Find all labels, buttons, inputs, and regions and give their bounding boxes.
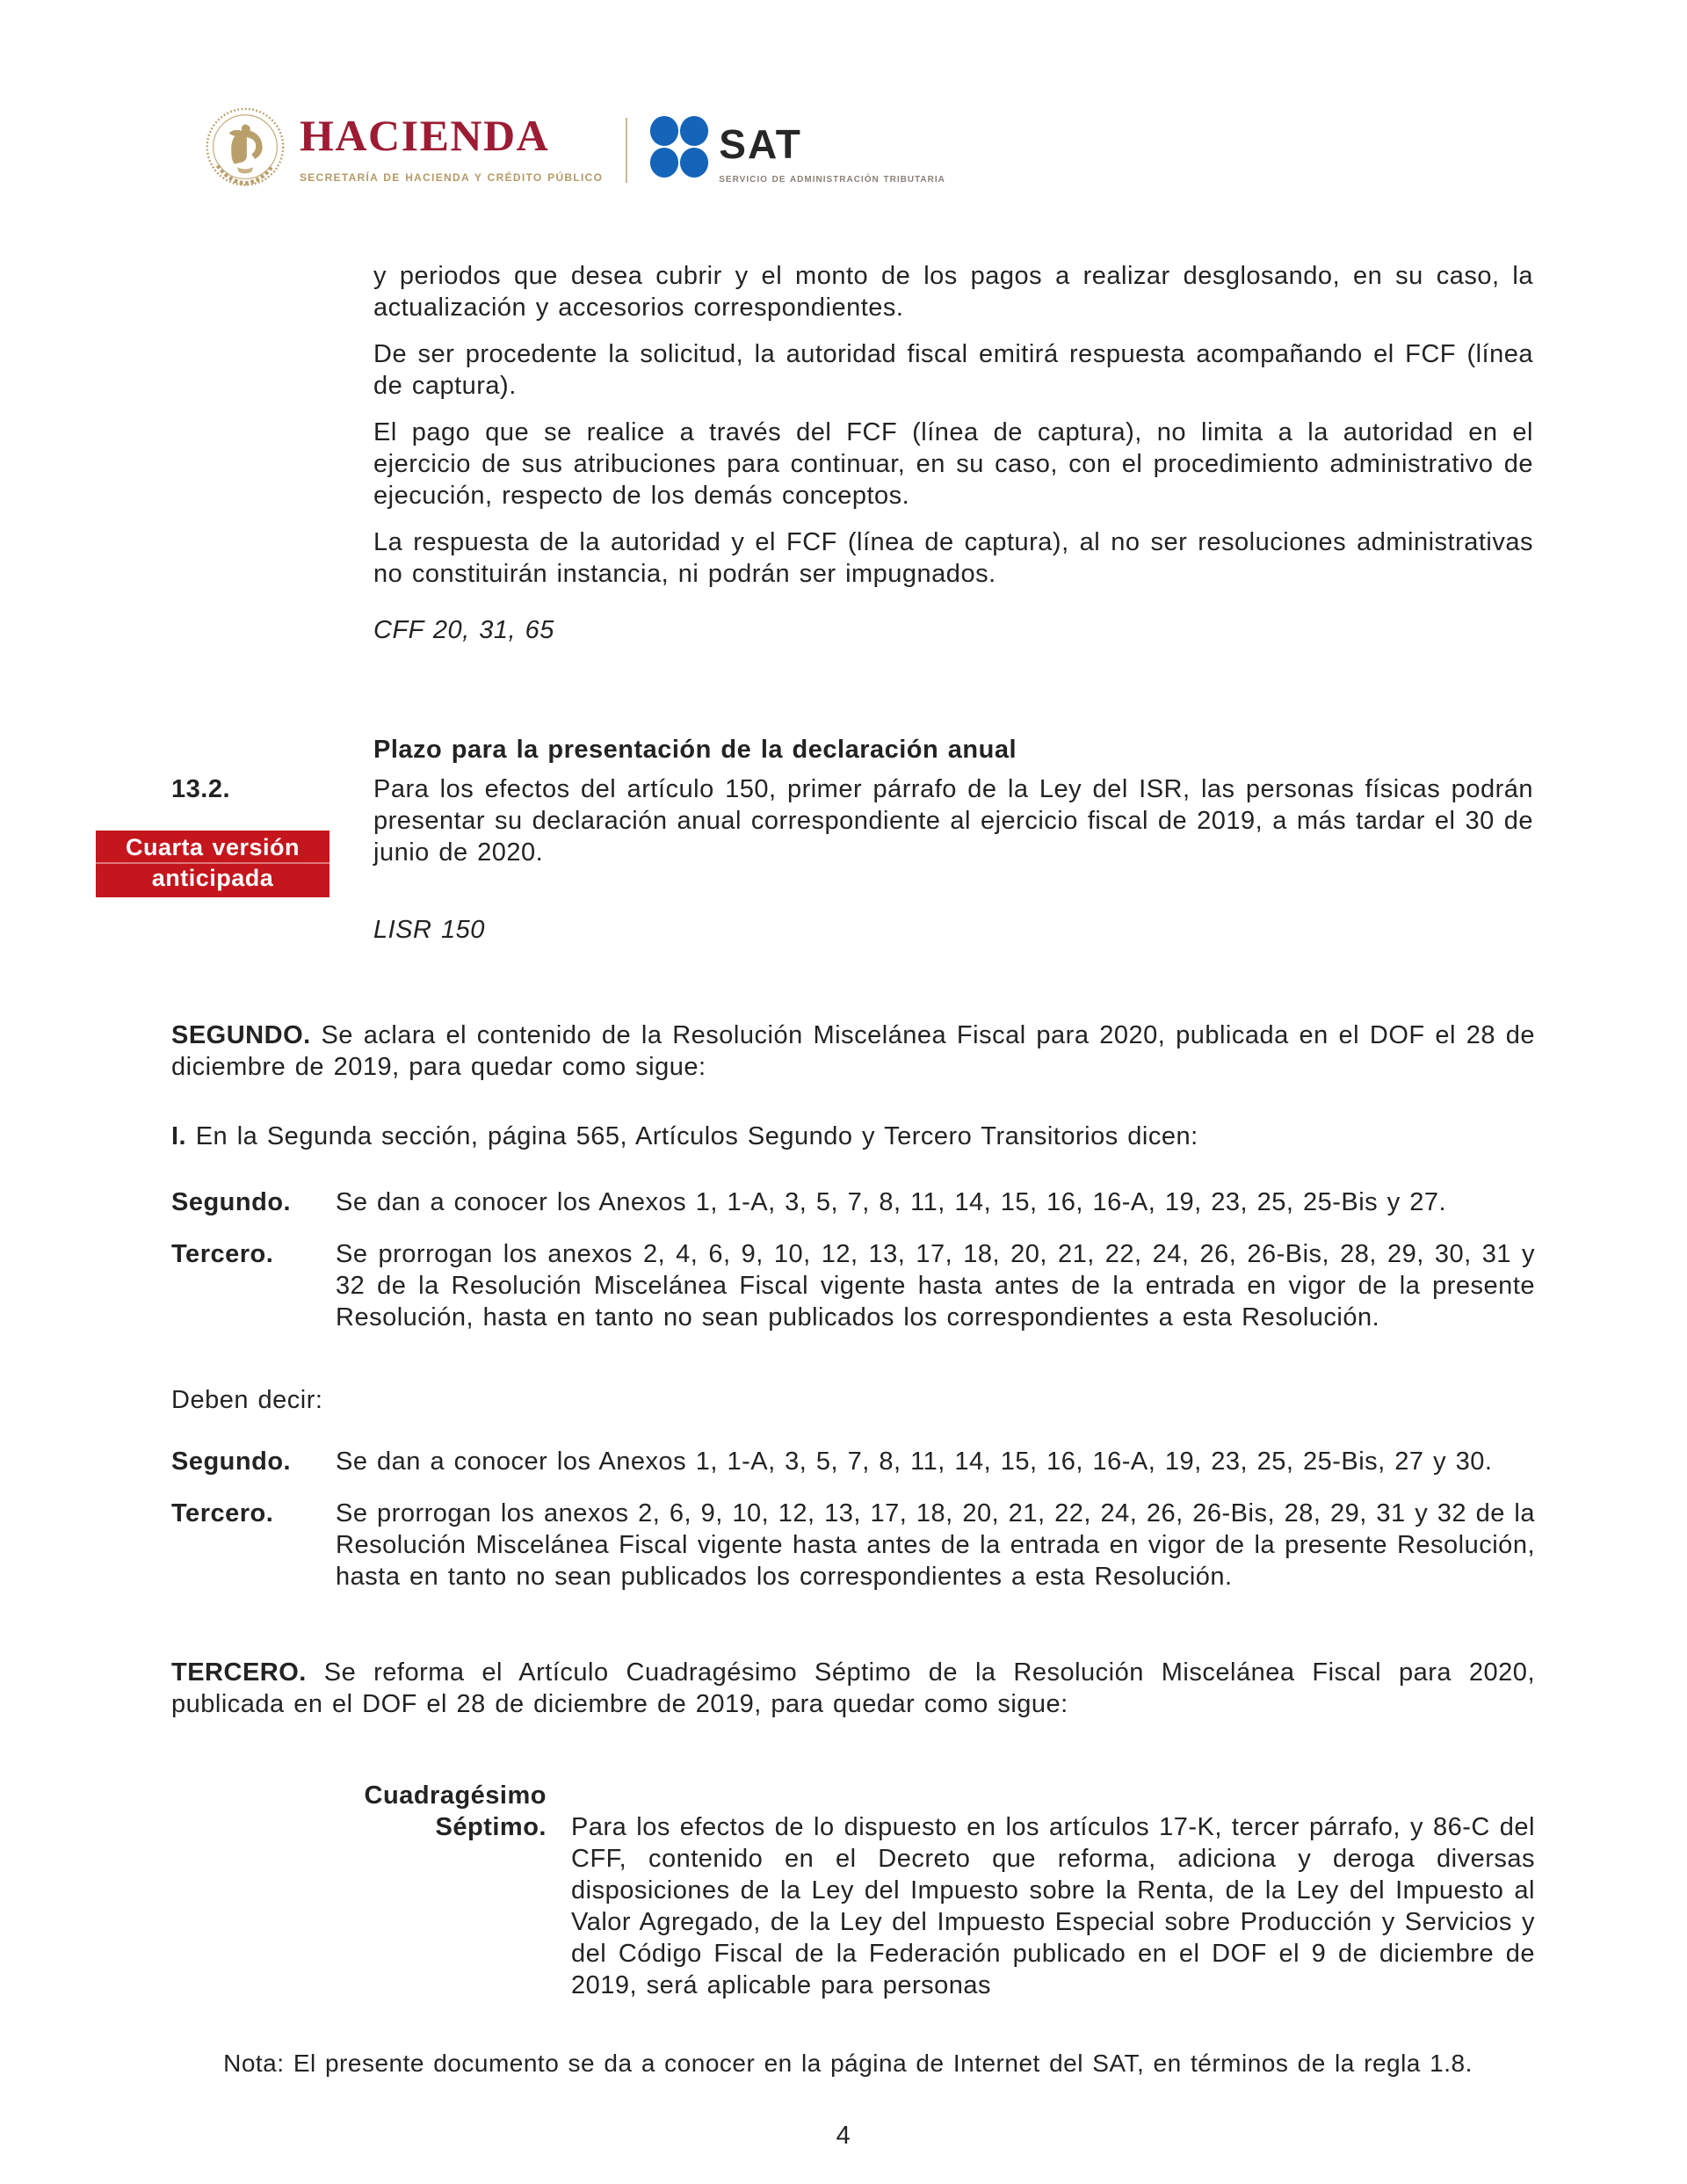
paragraph: TERCERO. Se reforma el Artículo Cuadragésimo Séptimo de la Resolución Miscelánea Fiscal para 2020, publicada en el DOF el 28 de diciembre de 2019, para quedar como sigue:	[171, 1658, 1535, 1718]
rule-heading: Plazo para la presentación de la declaración anual	[373, 736, 1017, 764]
term-label: Tercero.	[171, 1499, 274, 1527]
version-badge-line1: Cuarta versión	[125, 834, 300, 860]
paragraph: Deben decir:	[171, 1386, 323, 1414]
resolutivo-tercero	[171, 1657, 1535, 1720]
sat-subtitle: SERVICIO DE ADMINISTRACIÓN TRIBUTARIA	[719, 175, 945, 185]
paragraph: De ser procedente la solicitud, la autoridad fiscal emitirá respuesta acompañando el FCF (línea de captura).	[373, 340, 1533, 400]
hacienda-lockup	[300, 104, 603, 193]
sat-wordmark: SAT	[719, 121, 802, 167]
mexico-coat-of-arms-icon	[205, 104, 286, 193]
header-brand-bar	[205, 104, 945, 196]
paragraph: La respuesta de la autoridad y el FCF (línea de captura), al no ser resoluciones administrativas no constituirán instancia, ni podrán ser impugnados.	[373, 528, 1533, 588]
paragraph: El pago que se realice a través del FCF (línea de captura), no limita a la autoridad en el ejercicio de sus atribuciones para continuar, en su caso, con el procedimiento administrativo de ejecución, respecto de los demás conceptos.	[373, 418, 1533, 510]
paragraph: I. En la Segunda sección, página 565, Artículos Segundo y Tercero Transitorios dicen:	[171, 1122, 1198, 1150]
paragraph: SEGUNDO. Se aclara el contenido de la Resolución Miscelánea Fiscal para 2020, publicada en el DOF el 28 de diciembre de 2019, para quedar como sigue:	[171, 1021, 1535, 1081]
hacienda-subtitle: SECRETARÍA DE HACIENDA Y CRÉDITO PÚBLICO	[300, 171, 604, 184]
page-number: 4	[836, 2122, 851, 2150]
version-badge-line2: anticipada	[96, 862, 329, 893]
term-label: Segundo.	[171, 1448, 292, 1476]
term-text: Se dan a conocer los Anexos 1, 1-A, 3, 5, 7, 8, 11, 14, 15, 16, 16-A, 19, 23, 25, 25-Bis y 27.	[336, 1188, 1447, 1216]
rule-132	[125, 734, 1533, 946]
legal-reference: CFF 20, 31, 65	[373, 616, 554, 644]
fraccion-primera	[171, 1121, 1535, 1152]
rule-number: 13.2.	[171, 775, 230, 803]
paragraph: y periodos que desea cubrir y el monto de los pagos a realizar desglosando, en su caso, la actualización y accesorios correspondientes.	[373, 262, 1533, 322]
hacienda-wordmark: HACIENDA	[300, 111, 550, 160]
rule-body: Para los efectos del artículo 150, primer párrafo de la Ley del ISR, las personas físicas podrán presentar su declaración anual correspondiente al ejercicio fiscal de 2019, a más tardar el 30 de junio de 2020.	[373, 775, 1533, 867]
paragraph-label: TERCERO.	[171, 1658, 307, 1687]
resolutivo-segundo	[171, 1019, 1535, 1083]
sat-logo-icon	[648, 114, 710, 179]
header-divider	[626, 118, 627, 183]
articulo-cuadragesimo-septimo	[327, 1780, 1535, 2001]
term-text: Se prorrogan los anexos 2, 4, 6, 9, 10, 12, 13, 17, 18, 20, 21, 22, 24, 26, 26-Bis, 28, 29, 30, 31 y 32 de la Resolución Miscelánea Fiscal vigente hasta antes de la entrada en vigor de la presente Resolución, hasta en tanto no sean publicados los correspondientes a esta Resolución.	[336, 1240, 1535, 1331]
term-text: Se prorrogan los anexos 2, 6, 9, 10, 12, 13, 17, 18, 20, 21, 22, 24, 26, 26-Bis, 28, 29, 31 y 32 de la Resolución Miscelánea Fiscal vigente hasta antes de la entrada en vigor de la presente Resolución, hasta en tanto no sean publicados los correspondientes a esta Resolución.	[336, 1499, 1535, 1591]
term-text: Se dan a conocer los Anexos 1, 1-A, 3, 5, 7, 8, 11, 14, 15, 16, 16-A, 19, 23, 25, 25-Bis, 27 y 30.	[336, 1448, 1493, 1476]
footer-note: Nota: El presente documento se da a conocer en la página de Internet del SAT, en términos de la regla 1.8.	[223, 2050, 1473, 2077]
paragraph-label: SEGUNDO.	[171, 1021, 311, 1049]
deben-decir-label	[171, 1384, 1535, 1416]
legal-reference: LISR 150	[373, 916, 485, 944]
paragraph-label: I.	[171, 1122, 187, 1150]
term-label: Tercero.	[171, 1240, 274, 1268]
rule-131-continuation	[373, 260, 1533, 646]
articulo-text: Para los efectos de lo dispuesto en los artículos 17-K, tercer párrafo, y 86-C del CFF, contenido en el Decreto que reforma, adiciona y deroga diversas disposiciones de la Ley del Impuesto sobre la Renta, de la Ley del Impuesto al Valor Agregado, de la Ley del Impuesto Especial sobre Producción y Servicios y del Código Fiscal de la Federación publicado en el DOF el 9 de diciembre de 2019, será aplicable para personas	[571, 1813, 1535, 1999]
transitorios-deben-decir	[171, 1446, 1535, 1593]
term-label: Segundo.	[171, 1188, 292, 1216]
sat-lockup	[648, 104, 945, 196]
transitorios-dicen	[171, 1186, 1535, 1333]
articulo-label: Cuadragésimo Séptimo.	[364, 1781, 547, 1841]
version-badge	[96, 831, 329, 897]
